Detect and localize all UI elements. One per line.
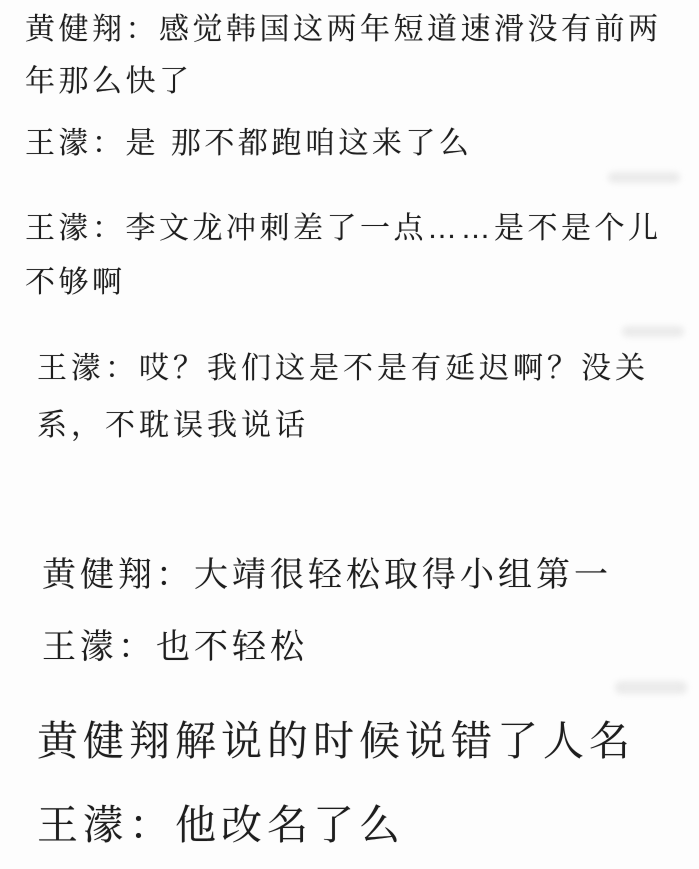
watermark-smudge bbox=[615, 681, 687, 694]
transcript-line: 系，不耽误我说话 bbox=[37, 409, 309, 442]
transcript-line: 不够啊 bbox=[25, 266, 126, 299]
transcript-line: 年那么快了 bbox=[25, 65, 193, 98]
transcript-line: 王濛：也不轻松 bbox=[42, 628, 308, 666]
transcript-line: 黄健翔：感觉韩国这两年短道速滑没有前两 bbox=[25, 13, 662, 46]
transcript-line: 王濛：哎？我们这是不是有延迟啊？没关 bbox=[37, 352, 649, 385]
transcript-line: 王濛：他改名了么 bbox=[37, 802, 405, 848]
watermark-smudge bbox=[608, 172, 680, 183]
watermark-smudge bbox=[622, 326, 684, 337]
transcript-line: 王濛：是 那不都跑咱这来了么 bbox=[25, 127, 473, 160]
transcript-line: 黄健翔：大靖很轻松取得小组第一 bbox=[42, 556, 612, 594]
transcript-line: 黄健翔解说的时候说错了人名 bbox=[37, 718, 635, 764]
transcript-line: 王濛：李文龙冲刺差了一点……是不是个儿 bbox=[25, 212, 662, 245]
